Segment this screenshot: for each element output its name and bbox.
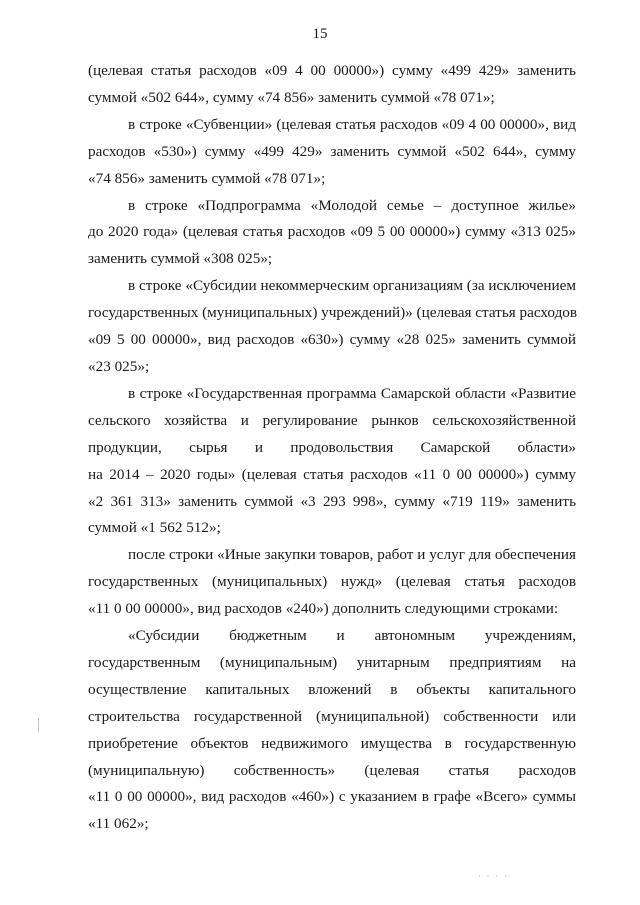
text-line: заменить суммой «308 025»;	[88, 250, 273, 268]
text-line: «09 5 00 00000», вид расходов «630») сумму «28 025» заменить суммой	[88, 331, 576, 349]
paragraph	[88, 193, 576, 274]
paragraph	[88, 273, 576, 381]
text-line: продукции, сырья и продовольствия Самарской области»	[88, 438, 576, 456]
text-line: государственных (муниципальных) учреждений)» (целевая статья расходов	[88, 304, 578, 322]
paragraph	[88, 542, 576, 623]
text-line: государственным (муниципальным) унитарным предприятиям на	[88, 653, 576, 671]
text-line: на 2014 – 2020 годы» (целевая статья расходов «11 0 00 00000») сумму	[88, 465, 576, 483]
text-line: расходов «530») сумму «499 429» заменить суммой «502 644», сумму	[88, 142, 576, 160]
text-line: приобретение объектов недвижимого имущества в государственную	[88, 734, 576, 752]
text-line: «74 856» заменить суммой «78 071»;	[88, 169, 326, 187]
text-line: в строке «Подпрограмма «Молодой семье – доступное жилье»	[128, 196, 576, 214]
text-line: осуществление капитальных вложений в объекты капитального	[88, 680, 576, 698]
scan-artifact: · · · ·	[478, 872, 509, 881]
text-line: после строки «Иные закупки товаров, работ и услуг для обеспечения	[128, 546, 576, 564]
text-line: сельского хозяйства и регулирование рынков сельскохозяйственной	[88, 411, 576, 429]
text-line: строительства государственной (муниципальной) собственности или	[88, 707, 576, 725]
page-number: 15	[312, 26, 328, 42]
text-line: «Субсидии бюджетным и автономным учреждениям,	[128, 627, 576, 645]
text-line: (муниципальную) собственность» (целевая статья расходов	[88, 761, 576, 779]
text-line: «2 361 313» заменить суммой «3 293 998», сумму «719 119» заменить	[88, 492, 576, 510]
text-line: суммой «1 562 512»;	[88, 519, 221, 537]
document-body	[88, 58, 576, 838]
text-line: в строке «Субвенции» (целевая статья расходов «09 4 00 00000», вид	[128, 115, 576, 133]
text-line: в строке «Субсидии некоммерческим организациям (за исключением	[128, 277, 576, 295]
text-line: государственных (муниципальных) нужд» (целевая статья расходов	[88, 573, 576, 591]
text-line: «11 0 00 00000», вид расходов «460») с указанием в графе «Всего» суммы	[88, 788, 576, 806]
text-line: в строке «Государственная программа Самарской области «Развитие	[128, 384, 576, 402]
scan-artifact	[38, 718, 39, 732]
paragraph	[88, 112, 576, 193]
paragraph	[88, 381, 576, 542]
text-line: суммой «502 644», сумму «74 856» заменить суммой «78 071»;	[88, 88, 495, 106]
text-line: «23 025»;	[88, 357, 150, 375]
text-line: «11 062»;	[88, 815, 149, 833]
text-line: до 2020 года» (целевая статья расходов «09 5 00 00000») сумму «313 025»	[88, 223, 576, 241]
text-line: «11 0 00 00000», вид расходов «240») дополнить следующими строками:	[88, 600, 559, 618]
paragraph	[88, 623, 576, 838]
text-line: (целевая статья расходов «09 4 00 00000») сумму «499 429» заменить	[88, 62, 576, 79]
paragraph	[88, 58, 576, 112]
